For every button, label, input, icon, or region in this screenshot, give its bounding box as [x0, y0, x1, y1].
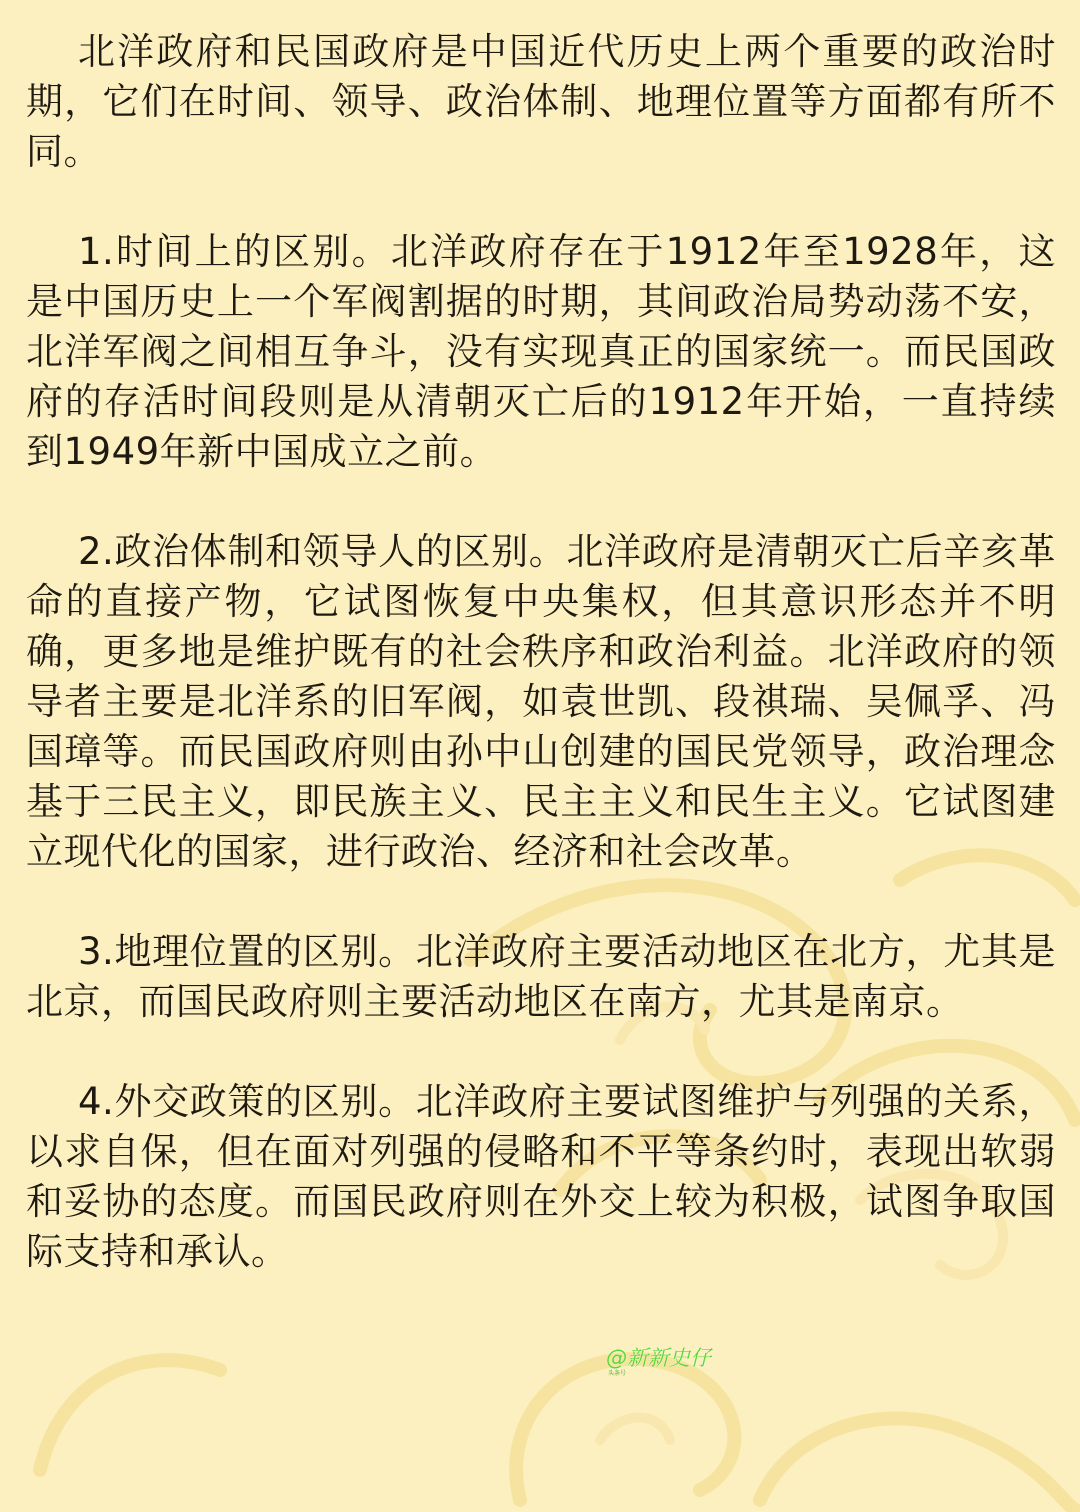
- paragraph-time-difference: 1.时间上的区别。北洋政府存在于1912年至1928年，这是中国历史上一个军阀割据的时期，其间政治局势动荡不安，北洋军阀之间相互争斗，没有实现真正的国家统一。而民国政府的存活时间段则是从清朝灭亡后的1912年开始，一直持续到1949年新中国成立之前。: [26, 230, 1056, 473]
- watermark-subtext: 头条号: [608, 1370, 627, 1377]
- paragraph-foreign-policy-difference: 4.外交政策的区别。北洋政府主要试图维护与列强的关系，以求自保，但在面对列强的侵略和不平等条约时，表现出软弱和妥协的态度。而国民政府则在外交上较为积极，试图争取国际支持和承认。: [26, 1080, 1056, 1273]
- author-watermark: [606, 1348, 711, 1377]
- article-body: [26, 27, 1056, 1327]
- paragraph-political-system-difference: 2.政治体制和领导人的区别。北洋政府是清朝灭亡后辛亥革命的直接产物，它试图恢复中央集权，但其意识形态并不明确，更多地是维护既有的社会秩序和政治利益。北洋政府的领导者主要是北洋系的旧军阀，如袁世凯、段祺瑞、吴佩孚、冯国璋等。而民国政府则由孙中山创建的国民党领导，政治理念基于三民主义，即民族主义、民主主义和民生主义。它试图建立现代化的国家，进行政治、经济和社会改革。: [26, 530, 1056, 873]
- watermark-text: @新新史仔: [606, 1346, 711, 1370]
- intro-paragraph: 北洋政府和民国政府是中国近代历史上两个重要的政治时期，它们在时间、领导、政治体制、地理位置等方面都有所不同。: [26, 30, 1056, 173]
- paragraph-geography-difference: 3.地理位置的区别。北洋政府主要活动地区在北方，尤其是北京，而国民政府则主要活动地区在南方，尤其是南京。: [26, 930, 1056, 1023]
